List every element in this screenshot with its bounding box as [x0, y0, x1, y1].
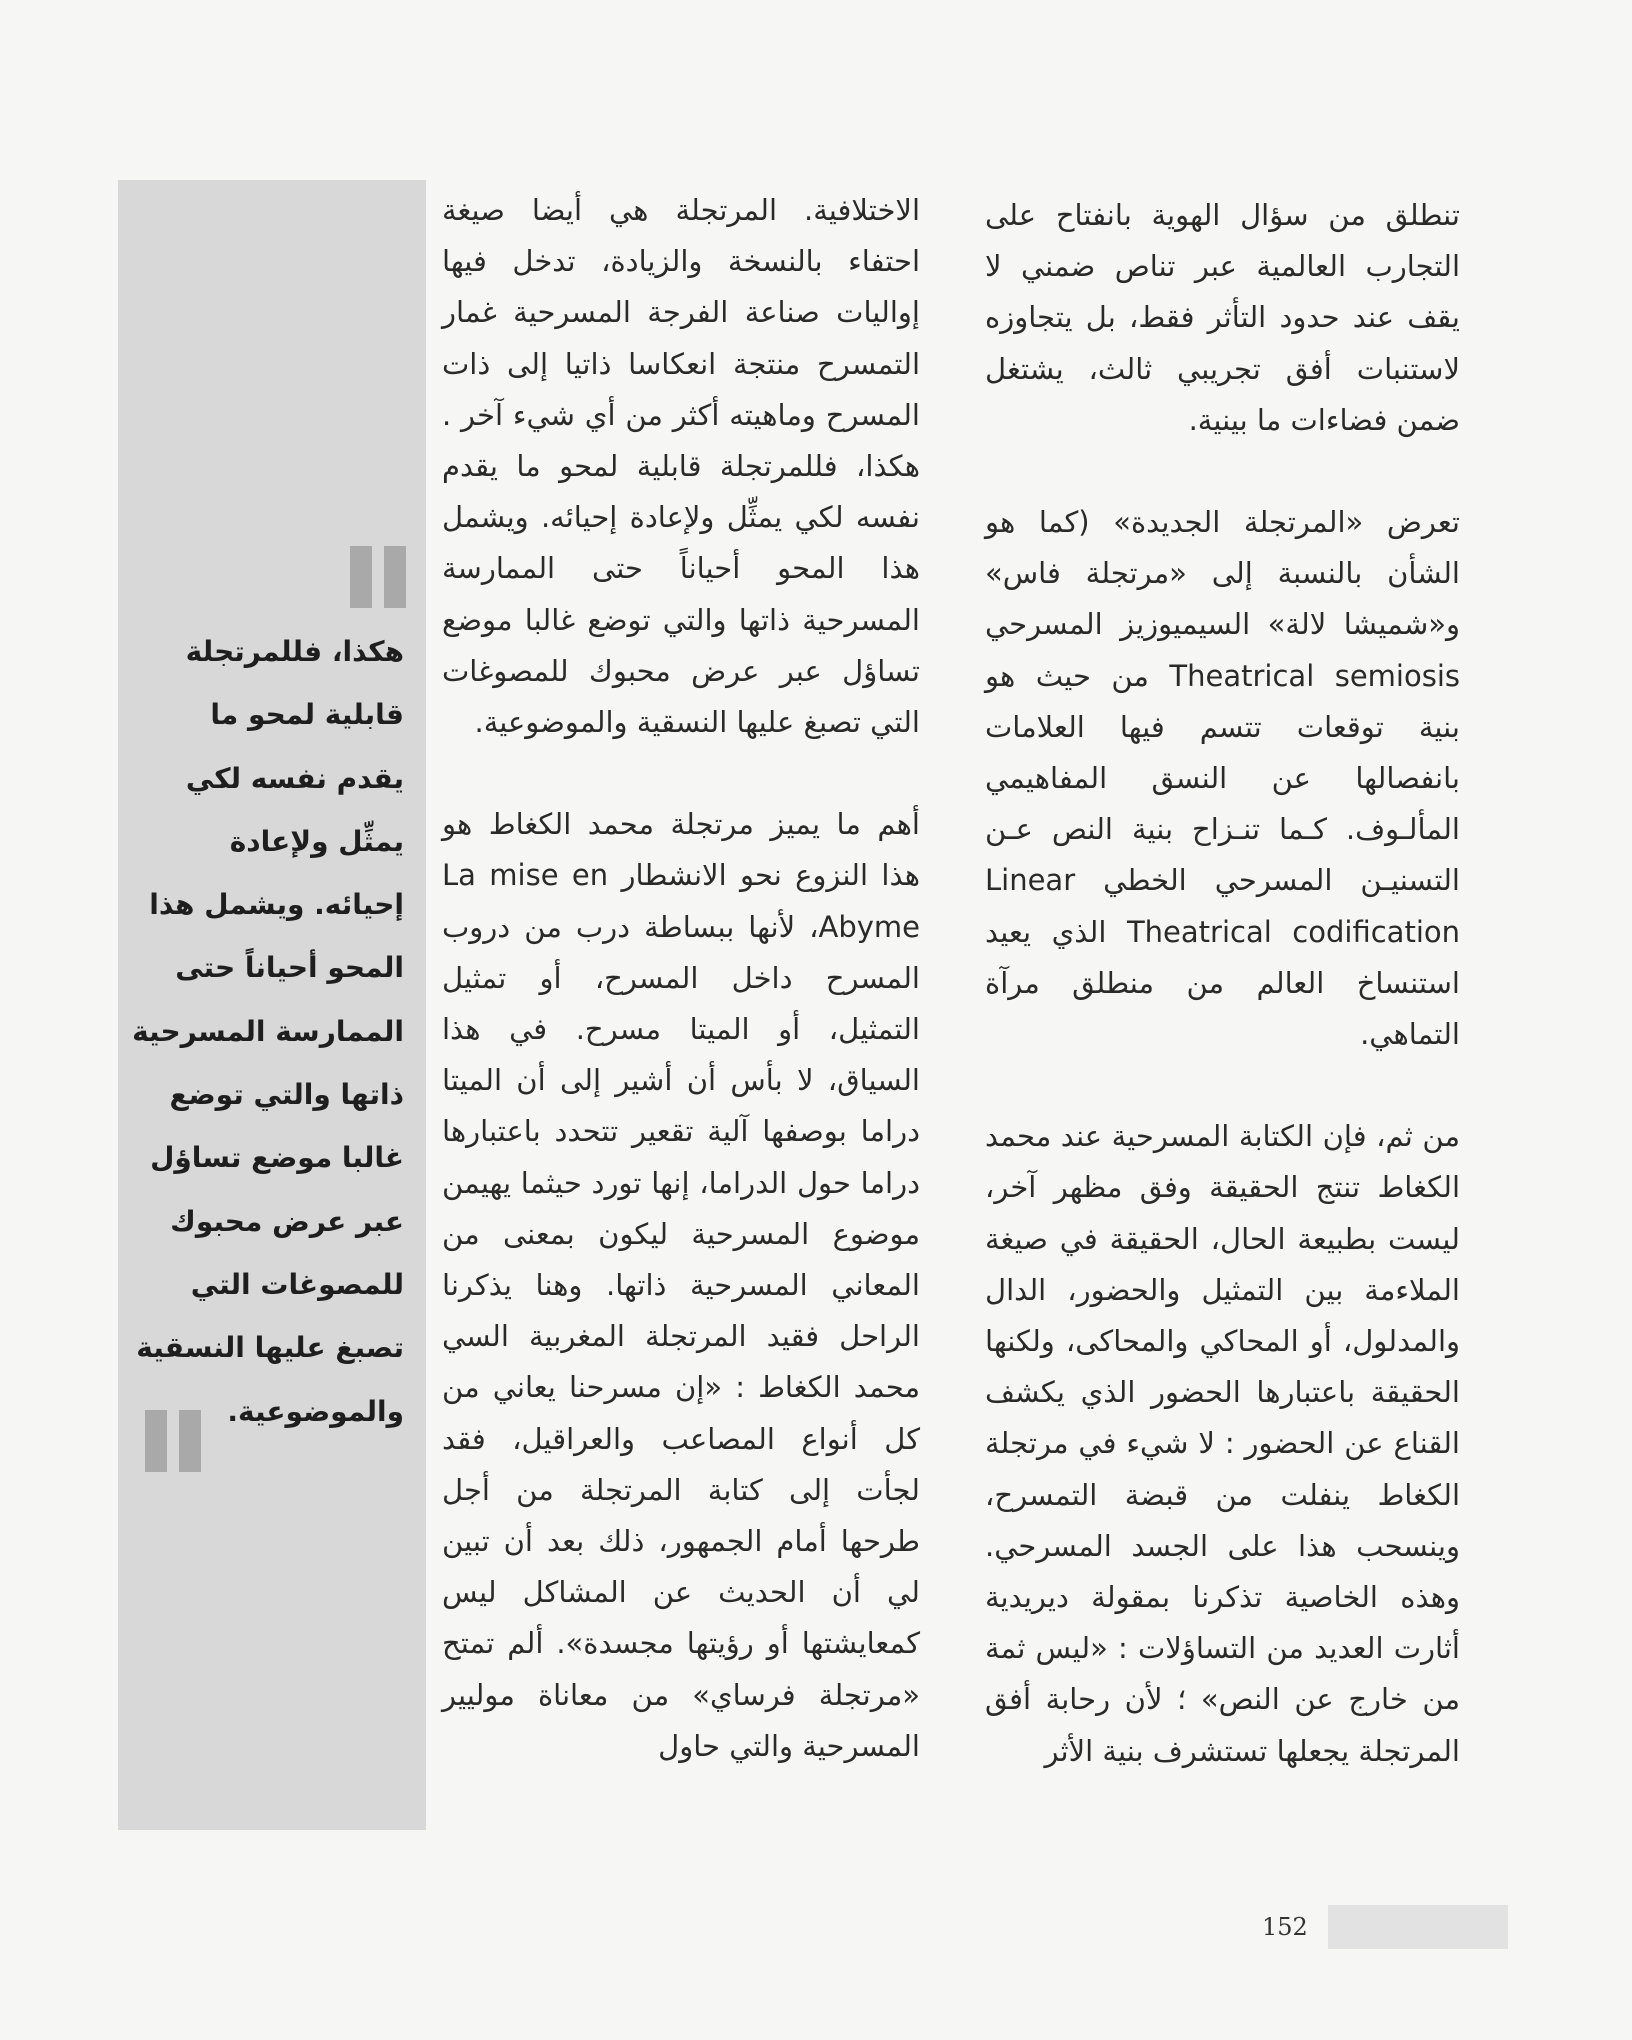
pull-quote-line: الممارسة المسرحية [132, 1014, 404, 1048]
paragraph: الاختلافية. المرتجلة هي أيضا صيغة احتفاء بالنسخة والزيادة، تدخل فيها إواليات صناعة الفرجة المسرحية غمار التمسرح منتجة انعكاسا ذاتيا إلى ذات المسرح وماهيته أكثر من أي شيء آخر . هكذا، فللمرتجلة قابلية لمحو ما يقدم نفسه لكي يمثِّل ولإعادة إحيائه. ويشمل هذا المحو أحياناً حتى الممارسة المسرحية ذاتها والتي توضع غالبا موضع تساؤل عبر عرض محبوك للمصوغات التي تصبغ عليها النسقية والموضوعية. [442, 193, 920, 740]
pull-quote-line: يمثِّل ولإعادة [229, 824, 404, 858]
pull-quote-line: إحيائه. ويشمل هذا [149, 888, 404, 922]
pull-quote-line: للمصوغات التي [190, 1267, 404, 1301]
folio-decoration [1328, 1905, 1508, 1949]
opening-quote-mark-icon [350, 546, 406, 608]
article-column-middle [442, 185, 920, 1772]
paragraph: أهم ما يميز مرتجلة محمد الكغاط هو هذا النزوع نحو الانشطار La mise en Abyme، لأنها ببساطة درب من دروب المسرح داخل المسرح، أو تمثيل التمثيل، أو الميتا مسرح. في هذا السياق، لا بأس أن أشير إلى أن الميتا دراما بوصفها آلية تقعير تتحدد باعتبارها دراما حول الدراما، إنها تورد حيثما يهيمن موضوع المسرحية ليكون بمعنى من المعاني المسرحية ذاتها. وهنا يذكرنا الراحل فقيد المرتجلة المغربية السي محمد الكغاط : «إن مسرحنا يعاني من كل أنواع المصاعب والعراقيل، فقد لجأت إلى كتابة المرتجلة من أجل طرحها أمام الجمهور، ذلك بعد أن تبين لي أن الحديث عن المشاكل ليس كمعايشتها أو رؤيتها مجسدة». ألم تمتح «مرتجلة فرساي» من معاناة موليير المسرحية والتي حاول [442, 807, 921, 1763]
paragraph: تنطلق من سؤال الهوية بانفتاح على التجارب العالمية عبر تناص ضمني لا يقف عند حدود التأثر فقط، بل يتجاوزه لاستنبات أفق تجريبي ثالث، يشتغل ضمن فضاءات ما بينية. [985, 198, 1460, 437]
pull-quote-line: قابلية لمحو ما [210, 698, 404, 732]
pull-quote [132, 620, 404, 1443]
pull-quote-line: غالبا موضع تساؤل [150, 1141, 404, 1175]
article-column-right [985, 190, 1460, 1777]
pull-quote-line: المحو أحياناً حتى [175, 951, 404, 985]
closing-quote-mark-icon [145, 1410, 201, 1472]
pull-quote-line: تصبغ عليها النسقية [136, 1331, 404, 1365]
pull-quote-line: عبر عرض محبوك [170, 1204, 404, 1238]
pull-quote-line: هكذا، فللمرتجلة [185, 635, 404, 668]
page-number: 152 [1262, 1913, 1308, 1941]
pull-quote-line: ذاتها والتي توضع [169, 1078, 404, 1112]
paragraph: من ثم، فإن الكتابة المسرحية عند محمد الكغاط تنتج الحقيقة وفق مظهر آخر، ليست بطبيعة الحال، الحقيقة في صيغة الملاءمة بين التمثيل والحضور، الدال والمدلول، أو المحاكي والمحاكى، ولكنها الحقيقة باعتبارها الحضور الذي يكشف القناع عن الحضور : لا شيء في مرتجلة الكغاط ينفلت من قبضة التمسرح، وينسحب هذا على الجسد المسرحي. وهذه الخاصية تذكرنا بمقولة ديريدية أثارت العديد من التساؤلات : «ليس ثمة من خارج عن النص» ؛ لأن رحابة أفق المرتجلة يجعلها تستشرف بنية الأثر [985, 1119, 1460, 1768]
paragraph: تعرض «المرتجلة الجديدة» (كما هو الشأن بالنسبة إلى «مرتجلة فاس» و«شميشا لالة» السيميوزيز المسرحي Theatrical semiosis من حيث هو بنية توقعات تتسم فيها العلامات بانفصالها عن النسق المفاهيمي المألـوف. كـما تنـزاح بنية النص عـن التسنيـن المسرحي الخطي Linear Theatrical codification الذي يعيد استنساخ العالم من منطلق مرآة التماهي. [985, 505, 1460, 1052]
pull-quote-line: والموضوعية. [227, 1394, 404, 1428]
pull-quote-line: يقدم نفسه لكي [185, 761, 404, 795]
